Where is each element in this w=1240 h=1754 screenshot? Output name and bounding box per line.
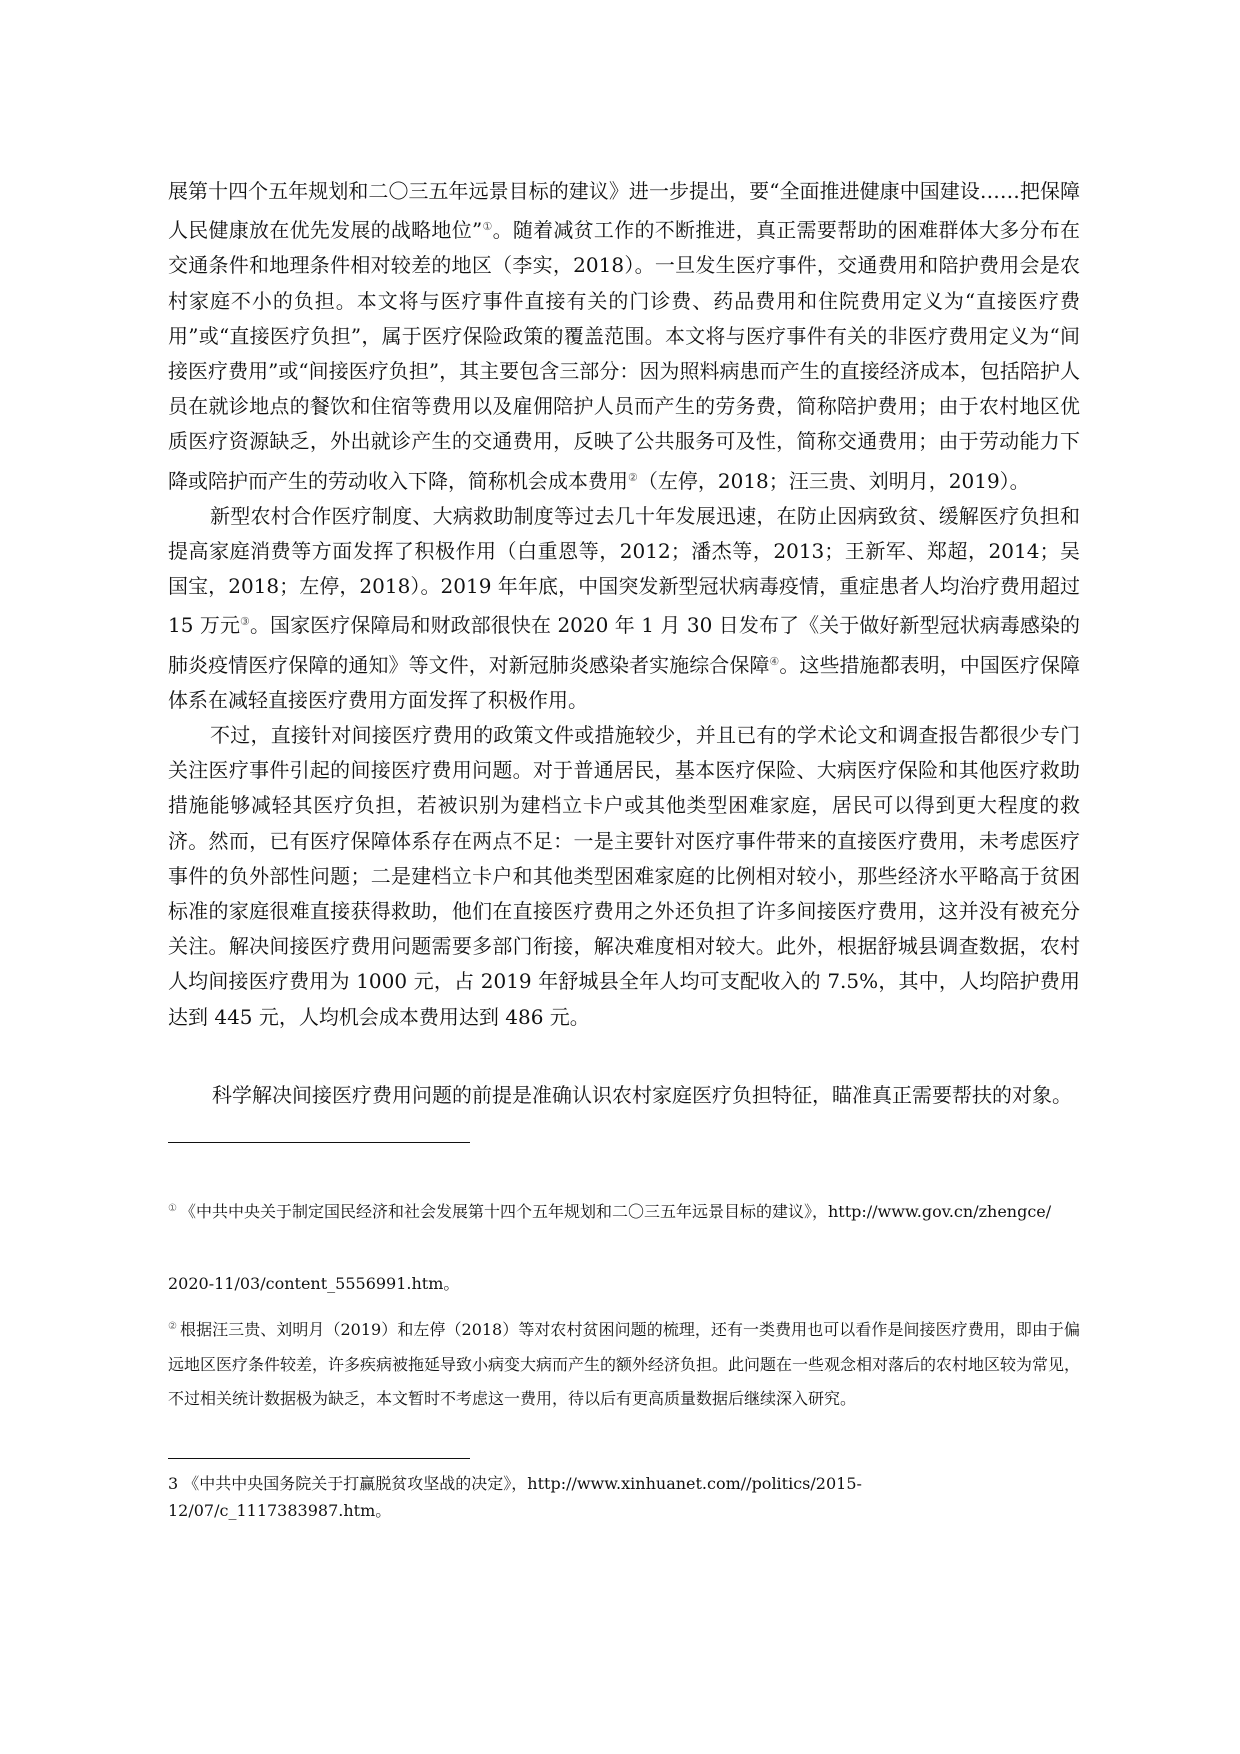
footnote-2-mark: ②: [168, 1321, 178, 1332]
footnote-2-text: 根据汪三贵、刘明月（2019）和左停（2018）等对农村贫困问题的梳理，还有一类费用也可以看作是间接医疗费用，即由于偏远地区医疗条件较差，许多疾病被拖延导致小病变大病而产生的额外经济负担。此问题在一些观念相对落后的农村地区较为常见，不过相关统计数据极为缺乏，本文暂时不考虑这一费用，待以后有更高质量数据后继续深入研究。: [168, 1320, 1081, 1409]
paragraph-2-text-b: 。国家医疗保障局和财政部很快在 2020 年 1 月 30 日发布了《关于做好新型冠状病毒感染的肺炎疫情医疗保障的通知》等文件，对新冠肺炎感染者实施综合保障: [168, 613, 1080, 677]
paragraph-3: 不过，直接针对间接医疗费用的政策文件或措施较少，并且已有的学术论文和调查报告都很少专门关注医疗事件引起的间接医疗费用问题。对于普通居民，基本医疗保险、大病医疗保险和其他医疗救助措施能够减轻其医疗负担，若被识别为建档立卡户或其他类型困难家庭，居民可以得到更大程度的救济。然而，已有医疗保障体系存在两点不足：一是主要针对医疗事件带来的直接医疗费用，未考虑医疗事件的负外部性问题；二是建档立卡户和其他类型困难家庭的比例相对较小，那些经济水平略高于贫困标准的家庭很难直接获得救助，他们在直接医疗费用之外还负担了许多间接医疗费用，这并没有被充分关注。解决间接医疗费用问题需要多部门衔接，解决难度相对较大。此外，根据舒城县调查数据，农村人均间接医疗费用为 1000 元，占 2019 年舒城县全年人均可支配收入的 7.5%，其中，人均陪护费用达到 445 元，人均机会成本费用达到 486 元。: [168, 723, 1080, 1029]
footnote-separator-2: [168, 1458, 470, 1459]
footnote-1: [168, 1195, 1080, 1225]
footnote-1-mark: ①: [168, 1203, 177, 1214]
paragraph-1-text-b: 。随着减贫工作的不断推进，真正需要帮助的困难群体大多分布在交通条件和地理条件相对较差的地区（李实，2018）。一旦发生医疗事件，交通费用和陪护费用会是农村家庭不小的负担。本文将与医疗事件直接有关的门诊费、药品费用和住院费用定义为“直接医疗费用”或“直接医疗负担”，属于医疗保险政策的覆盖范围。本文将与医疗事件有关的非医疗费用定义为“间接医疗费用”或“间接医疗负担”，其主要包含三部分：因为照料病患而产生的直接经济成本，包括陪护人员在就诊地点的餐饮和住宿等费用以及雇佣陪护人员而产生的劳务费，简称陪护费用；由于农村地区优质医疗资源缺乏，外出就诊产生的交通费用，反映了公共服务可及性，简称交通费用；由于劳动能力下降或陪护而产生的劳动收入下降，简称机会成本费用: [168, 218, 1080, 493]
footnote-2: [168, 1310, 1080, 1417]
footnote-1-text: 《中共中央关于制定国民经济和社会发展第十四个五年规划和二〇三五年远景目标的建议》，http://www.gov.cn/zhengce/: [179, 1202, 1052, 1221]
footnote-1-continuation: 2020-11/03/content_5556991.htm。: [168, 1274, 460, 1293]
footnote-3-text: 《中共中央国务院关于打赢脱贫攻坚战的决定》，http://www.xinhuanet.com//politics/2015-12/07/c_1117383987.htm。: [168, 1474, 862, 1520]
paragraph-2-text-c: 。这些措施都表明，中国医疗保障体系在减轻直接医疗费用方面发挥了积极作用。: [168, 652, 1081, 712]
footnote-ref-4[interactable]: ④: [769, 654, 780, 668]
paragraph-1-text-c: （左停，2018；汪三贵、刘明月，2019）。: [637, 468, 1030, 493]
paragraph-4: 科学解决间接医疗费用问题的前提是准确认识农村家庭医疗负担特征，瞄准真正需要帮扶的对象。: [212, 1083, 1072, 1107]
footnote-3-mark: 3: [168, 1474, 179, 1493]
paragraph-2: [168, 499, 1080, 718]
footnote-ref-2[interactable]: ②: [628, 470, 638, 484]
body-text: [168, 174, 1080, 1035]
paragraph-2-text-a: 新型农村合作医疗制度、大病救助制度等过去几十年发展迅速，在防止因病致贫、缓解医疗负担和提高家庭消费等方面发挥了积极作用（白重恩等，2012；潘杰等，2013；王新军、郑超，2014；吴国宝，2018；左停，2018）。2019 年年底，中国突发新型冠状病毒疫情，重症患者人均治疗费用超过 15 万元: [168, 503, 1080, 638]
paragraph-1-text-a: 展第十四个五年规划和二〇三五年远景目标的建议》进一步提出，要“全面推进健康中国建设……把保障人民健康放在优先发展的战略地位”: [168, 179, 1080, 243]
paragraph-1: [168, 174, 1080, 499]
footnote-separator-1: [168, 1142, 470, 1143]
footnote-3: [168, 1470, 1080, 1524]
footnote-ref-3[interactable]: ③: [240, 615, 250, 629]
footnote-ref-1[interactable]: ①: [482, 220, 493, 234]
